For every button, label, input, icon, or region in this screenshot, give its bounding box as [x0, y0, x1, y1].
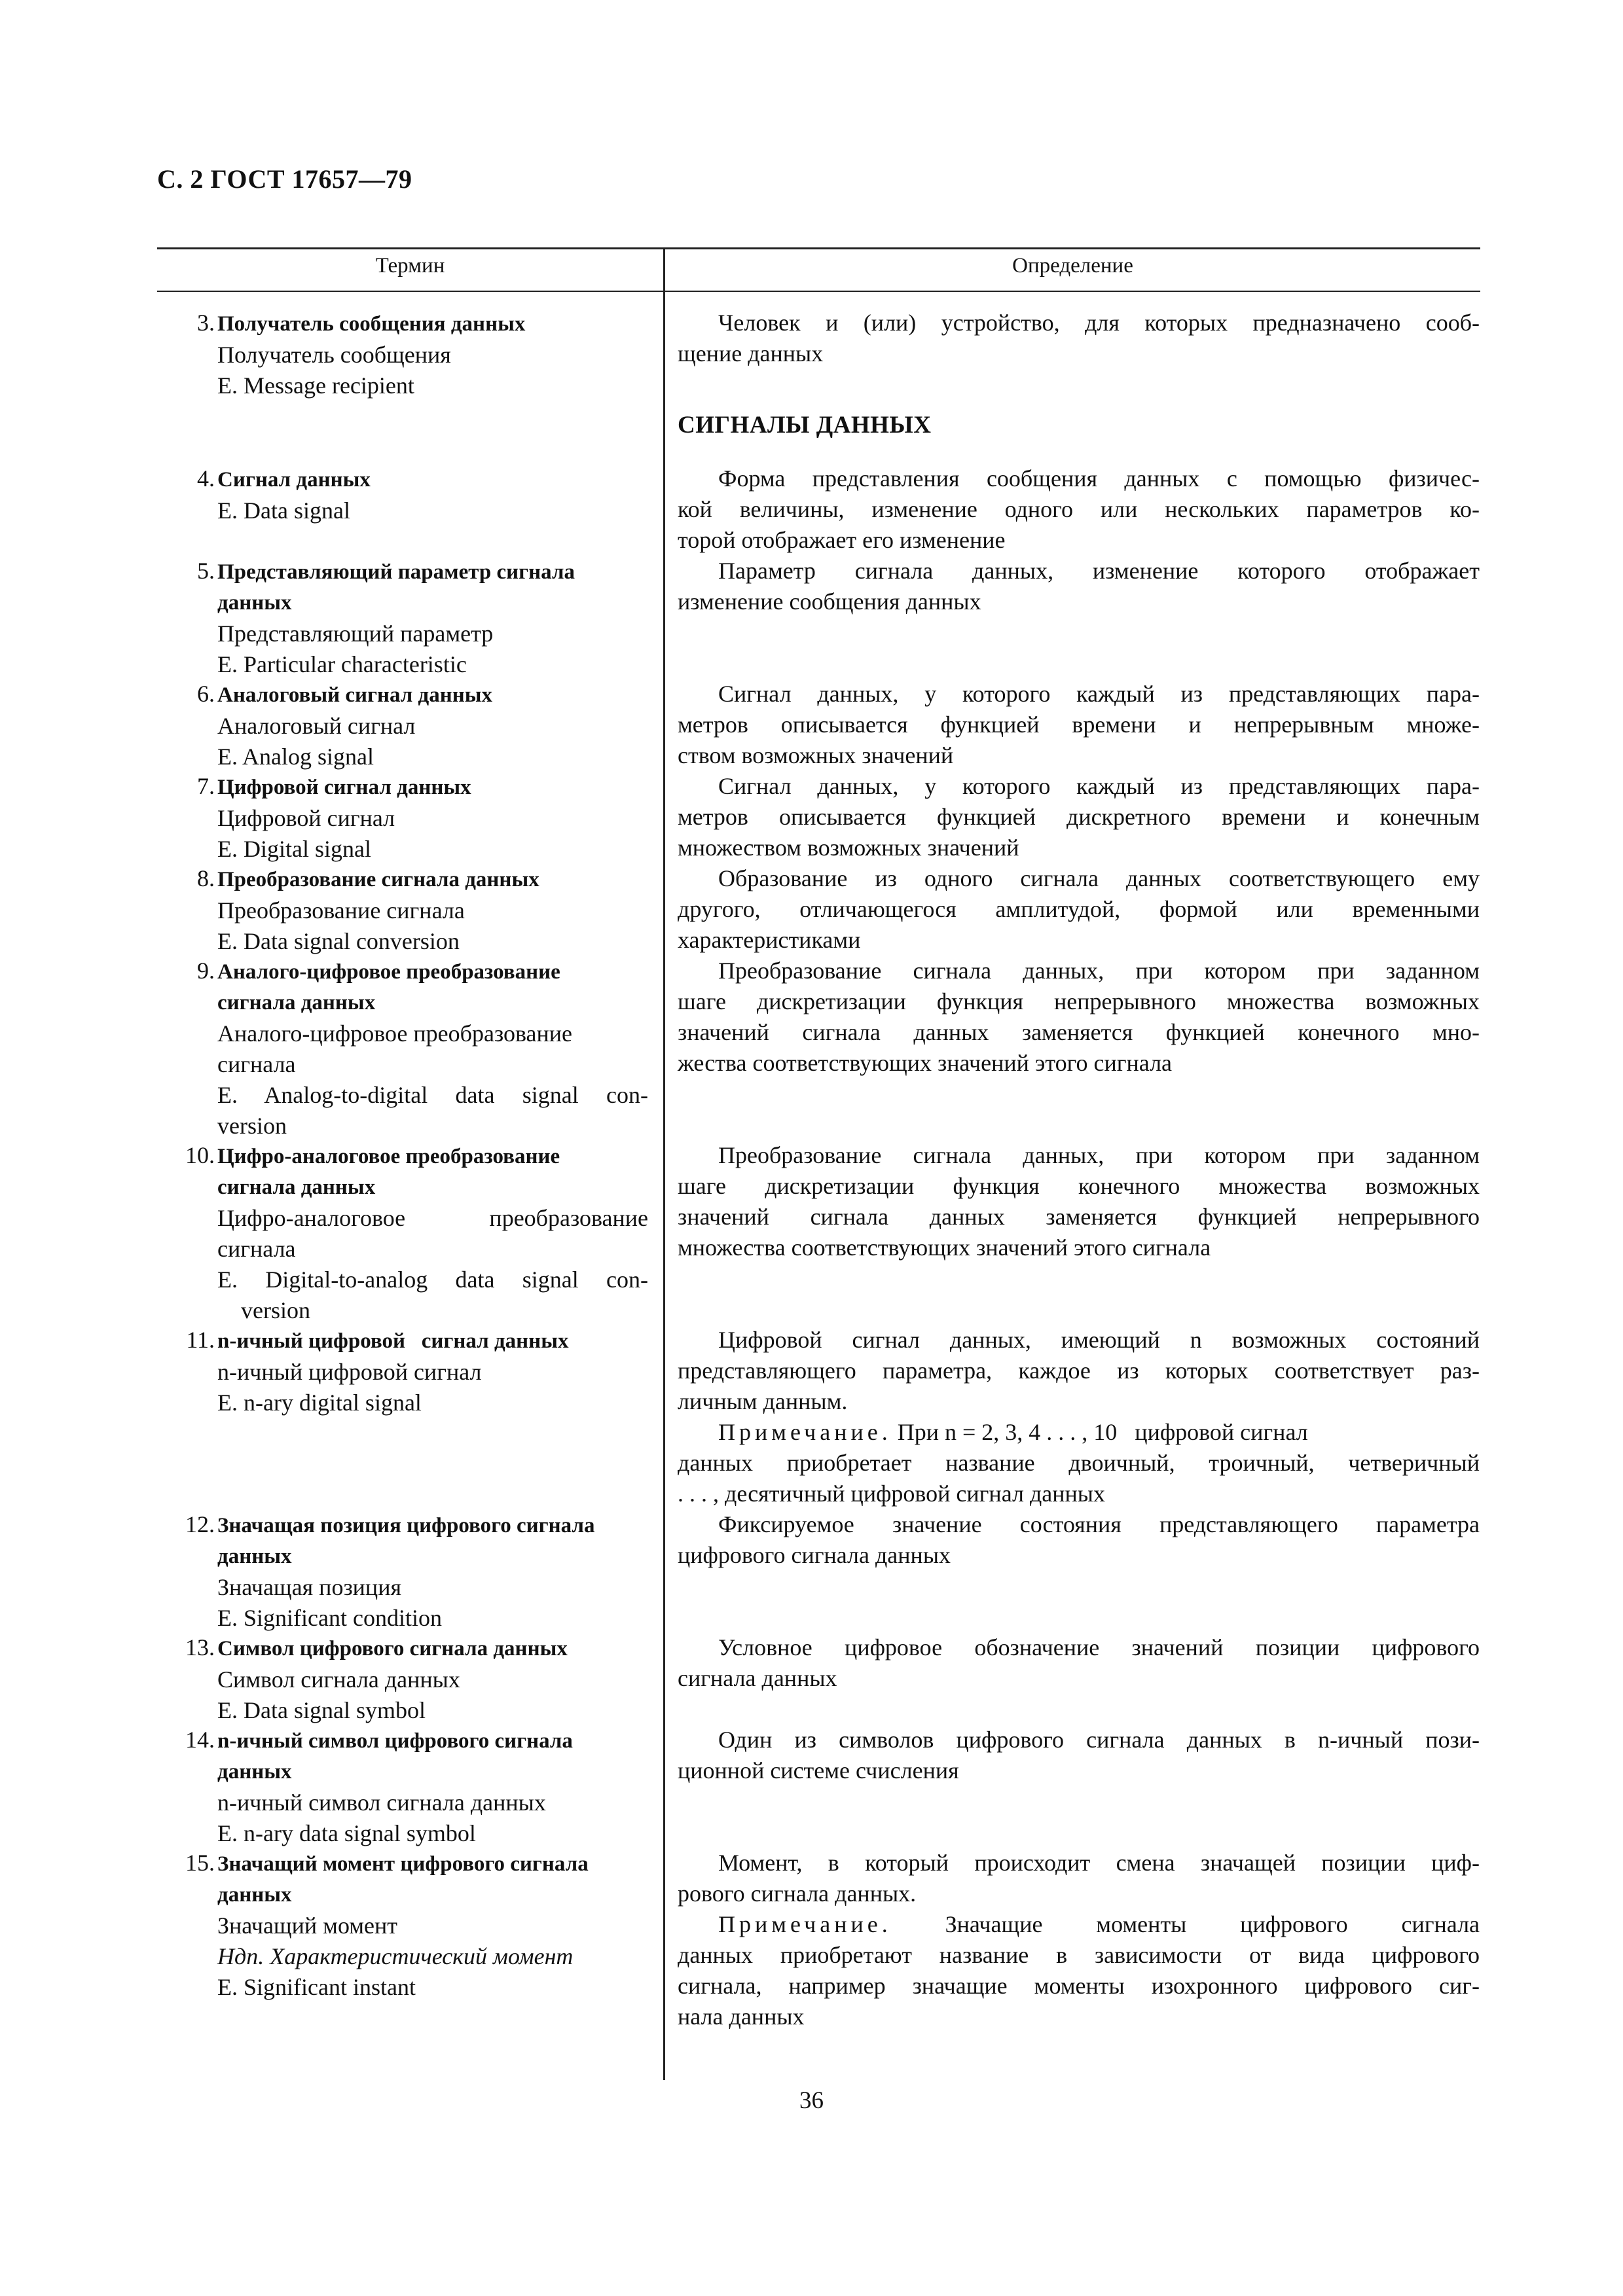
- definition-8: [678, 863, 1480, 956]
- definition-line: Сигнал данных, у которого каждый из представляющих пара-: [718, 773, 1480, 799]
- definition-line: Фиксируемое значение состояния представляющего параметра: [718, 1511, 1480, 1537]
- definition-line: множества соответствующих значений этого сигнала: [678, 1234, 1211, 1261]
- term-english: E. Data signal symbol: [217, 1697, 426, 1723]
- term-entry-6: [164, 679, 648, 772]
- term-title: Получатель сообщения данных: [217, 312, 526, 336]
- definition-line: Форма представления сообщения данных с помощью физичес-: [718, 465, 1480, 492]
- term-number: 13.: [185, 1634, 215, 1660]
- term-entry-10: [164, 1140, 648, 1326]
- definition-line: сигнала данных: [678, 1665, 837, 1691]
- term-number: 15.: [185, 1850, 215, 1876]
- term-entry-12: [164, 1509, 648, 1634]
- term-entry-15: [164, 1848, 648, 2003]
- term-synonym: Цифровой сигнал: [217, 805, 395, 831]
- term-english: E. Significant condition: [217, 1605, 442, 1631]
- definition-line: значений сигнала данных заменяется функцией непрерывного: [678, 1204, 1480, 1230]
- term-title: Сигнал данных: [217, 468, 371, 492]
- definition-line: представляющего параметра, каждое из которых соответствует раз-: [678, 1357, 1480, 1384]
- column-header-definition: Определение: [1012, 254, 1133, 278]
- page-header: С. 2 ГОСТ 17657—79: [157, 164, 412, 194]
- definition-note-line: сигнала, например значащие моменты изохронного цифрового сиг-: [678, 1973, 1480, 1999]
- definition-9: [678, 956, 1480, 1079]
- definition-line: Сигнал данных, у которого каждый из представляющих пара-: [718, 681, 1480, 707]
- term-synonym: Символ сигнала данных: [217, 1666, 460, 1693]
- term-entry-7: [164, 771, 648, 865]
- term-synonym: Цифро-аналоговое преобразование: [217, 1205, 648, 1231]
- definition-line: Параметр сигнала данных, изменение которого отображает: [718, 558, 1480, 584]
- term-number: 12.: [185, 1511, 215, 1537]
- term-english: E. Analog-to-digital data signal con-: [217, 1082, 648, 1108]
- definition-11: [678, 1325, 1480, 1509]
- term-title: Символ цифрового сигнала данных: [217, 1637, 568, 1660]
- definition-line: торой отображает его изменение: [678, 527, 1006, 553]
- term-number: 14.: [185, 1727, 215, 1753]
- definition-7: [678, 771, 1480, 863]
- term-deprecated: Ндп. Характеристический момент: [217, 1943, 574, 1969]
- term-title: Значащий момент цифрового сигнала: [217, 1852, 589, 1876]
- term-title: Аналого-цифровое преобразование: [217, 960, 560, 984]
- definition-line: шаге дискретизации функция непрерывного множества возможных: [678, 988, 1480, 1014]
- term-english: E. Significant instant: [217, 1974, 416, 2000]
- term-title: Аналоговый сигнал данных: [217, 683, 493, 707]
- definition-line: Человек и (или) устройство, для которых предназначено сооб-: [718, 310, 1480, 336]
- definition-3: [678, 308, 1480, 369]
- term-title: Преобразование сигнала данных: [217, 868, 539, 891]
- term-synonym: Значащий момент: [217, 1912, 398, 1939]
- definition-line: другого, отличающегося амплитудой, формой или временными: [678, 896, 1480, 922]
- term-title-cont: сигнала данных: [217, 1175, 376, 1199]
- definition-note-line: данных приобретают название в зависимости от вида цифрового: [678, 1942, 1480, 1968]
- term-english: E. Particular characteristic: [217, 651, 467, 677]
- column-header-term: Термин: [375, 254, 445, 278]
- definition-line: ционной системе счисления: [678, 1757, 959, 1784]
- term-synonym-cont: сигнала: [217, 1236, 296, 1262]
- term-entry-3: [164, 308, 648, 401]
- term-number: 3.: [197, 310, 215, 336]
- term-title: Представляющий параметр сигнала: [217, 560, 575, 584]
- term-english: E. Data signal: [217, 497, 350, 524]
- definition-line: жества соответствующих значений этого сигнала: [678, 1050, 1173, 1076]
- term-entry-11: [164, 1325, 648, 1418]
- definition-line: цифрового сигнала данных: [678, 1542, 951, 1568]
- definition-note-line: [678, 1909, 1480, 1940]
- term-number: 7.: [197, 773, 215, 799]
- term-synonym: Значащая позиция: [217, 1574, 402, 1600]
- definition-12: [678, 1509, 1480, 1571]
- term-title-cont: данных: [217, 1760, 292, 1784]
- definition-line: метров описывается функцией дискретного времени и конечным: [678, 804, 1480, 830]
- page-number: 36: [799, 2087, 824, 2114]
- term-number: 6.: [197, 681, 215, 707]
- definition-line: ством возможных значений: [678, 742, 954, 768]
- definition-line: шаге дискретизации функция конечного множества возможных: [678, 1173, 1480, 1199]
- definition-line: личным данным.: [678, 1388, 848, 1414]
- term-number: 10.: [185, 1142, 215, 1168]
- definition-note-line: нала данных: [678, 2003, 805, 2030]
- table-header-rule: [157, 291, 1480, 292]
- table-top-rule: [157, 247, 1480, 249]
- term-number: 9.: [197, 958, 215, 984]
- definition-line: кой величины, изменение одного или нескольких параметров ко-: [678, 496, 1480, 522]
- definition-line: Преобразование сигнала данных, при котором при заданном: [718, 1142, 1480, 1168]
- definition-note-line: данных приобретает название двоичный, троичный, четверичный: [678, 1450, 1480, 1476]
- definition-5: [678, 556, 1480, 617]
- definition-line: характеристиками: [678, 927, 861, 953]
- column-divider: [663, 247, 665, 2080]
- term-number: 11.: [186, 1327, 215, 1353]
- note-label: Примечание.: [718, 1911, 892, 1937]
- term-synonym: Аналого-цифровое преобразование: [217, 1020, 572, 1047]
- definition-column: [678, 308, 1480, 2075]
- definition-4: [678, 463, 1480, 556]
- term-synonym: Аналоговый сигнал: [217, 713, 416, 739]
- term-entry-8: [164, 863, 648, 957]
- definition-line: множеством возможных значений: [678, 834, 1019, 861]
- term-english-cont: version: [241, 1297, 310, 1323]
- term-entry-5: [164, 556, 648, 680]
- definition-13: [678, 1632, 1480, 1694]
- term-title: Цифровой сигнал данных: [217, 776, 471, 799]
- definition-line: Условное цифровое обозначение значений позиции цифрового: [718, 1634, 1480, 1660]
- definition-line: Преобразование сигнала данных, при котором при заданном: [718, 958, 1480, 984]
- term-english: E. Analog signal: [217, 744, 374, 770]
- term-synonym-cont: сигнала: [217, 1051, 296, 1077]
- term-english: E. Digital-to-analog data signal con-: [217, 1266, 648, 1293]
- term-synonym: Преобразование сигнала: [217, 897, 465, 924]
- term-number: 4.: [197, 465, 215, 492]
- term-english: E. n-ary digital signal: [217, 1390, 422, 1416]
- definition-line: щение данных: [678, 340, 824, 367]
- term-synonym: n-ичный символ сигнала данных: [217, 1789, 546, 1816]
- section-title: СИГНАЛЫ ДАННЫХ: [678, 412, 932, 439]
- term-entry-9: [164, 956, 648, 1141]
- term-title-cont: данных: [217, 591, 292, 615]
- definition-note-line: [678, 1417, 1480, 1448]
- term-synonym: Получатель сообщения: [217, 342, 451, 368]
- term-title: Значащая позиция цифрового сигнала: [217, 1514, 595, 1537]
- definition-line: рового сигнала данных.: [678, 1880, 917, 1907]
- term-column: [164, 308, 648, 2075]
- definition-line: Один из символов цифрового сигнала данных в n-ичный пози-: [718, 1727, 1480, 1753]
- note-label: Примечание.: [718, 1419, 892, 1445]
- definition-10: [678, 1140, 1480, 1263]
- term-entry-14: [164, 1725, 648, 1849]
- term-english: E. n-ary data signal symbol: [217, 1820, 476, 1846]
- term-english: E. Message recipient: [217, 372, 414, 399]
- term-title-cont: данных: [217, 1545, 292, 1568]
- term-synonym: n-ичный цифровой сигнал: [217, 1359, 482, 1385]
- term-english-cont: version: [217, 1113, 287, 1139]
- term-title: n-ичный цифровой сигнал данных: [217, 1329, 569, 1353]
- definition-note-line: . . . , десятичный цифровой сигнал данных: [678, 1480, 1105, 1507]
- definition-line: значений сигнала данных заменяется функцией конечного мно-: [678, 1019, 1480, 1045]
- definition-15: [678, 1848, 1480, 2032]
- note-text: Значащие моменты цифрового сигнала: [945, 1911, 1480, 1937]
- definition-line: изменение сообщения данных: [678, 588, 981, 615]
- term-title: n-ичный символ цифрового сигнала: [217, 1729, 573, 1753]
- term-english: E. Digital signal: [217, 836, 371, 862]
- definition-line: Цифровой сигнал данных, имеющий n возможных состояний: [718, 1327, 1480, 1353]
- term-entry-13: [164, 1632, 648, 1726]
- definition-line: Момент, в который происходит смена значащей позиции циф-: [718, 1850, 1480, 1876]
- term-entry-4: [164, 463, 648, 526]
- term-title-cont: сигнала данных: [217, 991, 376, 1014]
- definition-14: [678, 1725, 1480, 1786]
- term-english: E. Data signal conversion: [217, 928, 460, 954]
- term-number: 8.: [197, 865, 215, 891]
- definition-line: метров описывается функцией времени и непрерывным множе-: [678, 711, 1480, 738]
- definition-6: [678, 679, 1480, 771]
- term-title: Цифро-аналоговое преобразование: [217, 1145, 560, 1168]
- term-title-cont: данных: [217, 1883, 292, 1907]
- note-text: При n = 2, 3, 4 . . . , 10 цифровой сигнал: [897, 1419, 1308, 1445]
- definition-line: Образование из одного сигнала данных соответствующего ему: [718, 865, 1480, 891]
- term-synonym: Представляющий параметр: [217, 620, 494, 647]
- term-number: 5.: [197, 558, 215, 584]
